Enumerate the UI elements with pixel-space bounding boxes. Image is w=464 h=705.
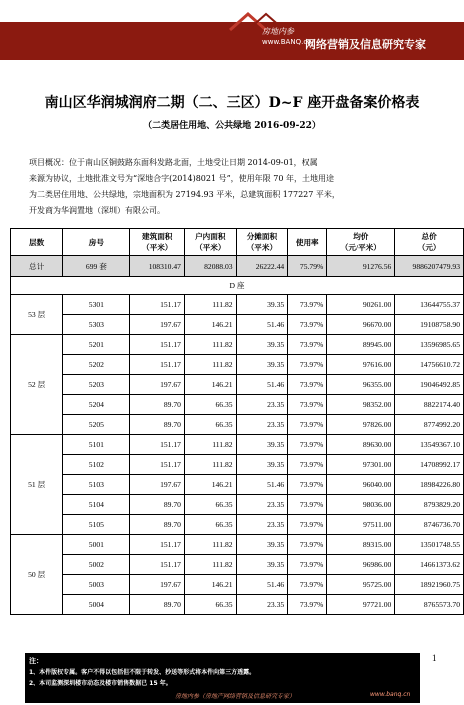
build-area-cell: 89.70 — [130, 415, 185, 435]
unit-price-cell: 97511.00 — [327, 515, 395, 535]
unit-price-cell: 97721.00 — [327, 595, 395, 615]
total-usage: 75.79% — [288, 256, 327, 277]
build-area-cell: 89.70 — [130, 495, 185, 515]
usage-cell: 73.97% — [288, 355, 327, 375]
header-floor: 层数 — [11, 229, 63, 256]
note-label: 注： — [29, 657, 43, 665]
shared-area-cell: 39.35 — [236, 435, 288, 455]
banner-title: 网络营销及信息研究专家 — [305, 38, 426, 51]
total-price-cell: 13549367.10 — [395, 435, 464, 455]
unit-price-cell: 97616.00 — [327, 355, 395, 375]
usage-cell: 73.97% — [288, 375, 327, 395]
table-row — [11, 295, 464, 315]
room-cell: 5001 — [63, 535, 130, 555]
inner-area-cell: 66.35 — [184, 595, 236, 615]
build-area-cell: 151.17 — [130, 355, 185, 375]
shared-area-cell: 39.35 — [236, 535, 288, 555]
price-table — [10, 228, 464, 615]
shared-area-cell: 39.35 — [236, 455, 288, 475]
total-price-cell: 18921960.75 — [395, 575, 464, 595]
build-area-cell: 151.17 — [130, 335, 185, 355]
header-shared-area: 分摊面积 （平米） — [236, 229, 288, 256]
footer-url: www.banq.cn — [370, 691, 411, 698]
room-cell: 5104 — [63, 495, 130, 515]
table-row — [11, 475, 464, 495]
header-unit-price: 均价 （元/平米） — [327, 229, 395, 256]
room-cell: 5004 — [63, 595, 130, 615]
banner-logo-text: 房地内参 — [262, 27, 294, 36]
shared-area-cell: 51.46 — [236, 575, 288, 595]
inner-area-cell: 111.82 — [184, 455, 236, 475]
header-room: 房号 — [63, 229, 130, 256]
inner-area-cell: 66.35 — [184, 495, 236, 515]
room-cell: 5303 — [63, 315, 130, 335]
inner-area-cell: 111.82 — [184, 355, 236, 375]
shared-area-cell: 39.35 — [236, 555, 288, 575]
inner-area-cell: 146.21 — [184, 375, 236, 395]
footer-notes — [25, 653, 420, 703]
shared-area-cell: 23.35 — [236, 595, 288, 615]
total-shared-area: 26222.44 — [236, 256, 288, 277]
room-cell: 5102 — [63, 455, 130, 475]
build-area-cell: 151.17 — [130, 535, 185, 555]
inner-area-cell: 146.21 — [184, 475, 236, 495]
room-cell: 5103 — [63, 475, 130, 495]
floor-cell: 50 层 — [11, 535, 63, 615]
overview-line: 来源为协议，土地批准文号为“深地合字(2014)8021 号”，使用年限 70 年，土地用途 — [29, 174, 334, 183]
shared-area-cell: 23.35 — [236, 495, 288, 515]
table-row — [11, 315, 464, 335]
total-price-cell: 8774992.20 — [395, 415, 464, 435]
unit-price-cell: 97826.00 — [327, 415, 395, 435]
build-area-cell: 151.17 — [130, 295, 185, 315]
room-cell: 5201 — [63, 335, 130, 355]
header-build-area: 建筑面积 （平米） — [130, 229, 185, 256]
overview-line: 开发商为华润置地（深圳）有限公司。 — [29, 206, 165, 215]
inner-area-cell: 111.82 — [184, 555, 236, 575]
room-cell: 5101 — [63, 435, 130, 455]
table-row — [11, 515, 464, 535]
footer-brand: 房地内参（房地产网络营销及信息研究专家） — [175, 693, 296, 700]
usage-cell: 73.97% — [288, 315, 327, 335]
table-row — [11, 415, 464, 435]
table-row — [11, 555, 464, 575]
build-area-cell: 197.67 — [130, 575, 185, 595]
inner-area-cell: 111.82 — [184, 295, 236, 315]
unit-price-cell: 96355.00 — [327, 375, 395, 395]
usage-cell: 73.97% — [288, 395, 327, 415]
total-price-cell: 8746736.70 — [395, 515, 464, 535]
price-table-body — [11, 229, 464, 615]
build-area-cell: 197.67 — [130, 315, 185, 335]
total-price-cell: 18984226.80 — [395, 475, 464, 495]
total-price-cell: 14661373.62 — [395, 555, 464, 575]
banner-url: www.BANQ.cn — [262, 38, 312, 46]
shared-area-cell: 23.35 — [236, 415, 288, 435]
usage-cell: 73.97% — [288, 475, 327, 495]
total-price-cell: 8822174.40 — [395, 395, 464, 415]
floor-cell: 52 层 — [11, 335, 63, 435]
shared-area-cell: 39.35 — [236, 335, 288, 355]
inner-area-cell: 66.35 — [184, 395, 236, 415]
total-price-cell: 13644755.37 — [395, 295, 464, 315]
total-row — [11, 256, 464, 277]
header-inner-area: 户内面积 （平米） — [184, 229, 236, 256]
table-row — [11, 335, 464, 355]
unit-price-cell: 89315.00 — [327, 535, 395, 555]
page-number: 1 — [432, 653, 437, 663]
build-area-cell: 89.70 — [130, 595, 185, 615]
table-row — [11, 535, 464, 555]
room-cell: 5203 — [63, 375, 130, 395]
usage-cell: 73.97% — [288, 415, 327, 435]
section-label: D 座 — [11, 277, 464, 295]
total-price-cell: 13596985.65 — [395, 335, 464, 355]
table-row — [11, 595, 464, 615]
usage-cell: 73.97% — [288, 515, 327, 535]
usage-cell: 73.97% — [288, 535, 327, 555]
header-total-price: 总价 （元） — [395, 229, 464, 256]
room-cell: 5301 — [63, 295, 130, 315]
room-cell: 5002 — [63, 555, 130, 575]
table-row — [11, 355, 464, 375]
floor-cell: 53 层 — [11, 295, 63, 335]
inner-area-cell: 111.82 — [184, 435, 236, 455]
usage-cell: 73.97% — [288, 595, 327, 615]
shared-area-cell: 51.46 — [236, 375, 288, 395]
total-unit-price: 91276.56 — [327, 256, 395, 277]
usage-cell: 73.97% — [288, 575, 327, 595]
total-price-cell: 19046492.85 — [395, 375, 464, 395]
unit-price-cell: 96670.00 — [327, 315, 395, 335]
total-price-cell: 8793829.20 — [395, 495, 464, 515]
unit-price-cell: 89945.00 — [327, 335, 395, 355]
build-area-cell: 197.67 — [130, 375, 185, 395]
total-build-area: 108310.47 — [130, 256, 185, 277]
usage-cell: 73.97% — [288, 555, 327, 575]
note-item: 2、本司监测深圳楼市动态及楼市销售数据已 15 年。 — [29, 680, 172, 687]
build-area-cell: 89.70 — [130, 515, 185, 535]
section-row — [11, 277, 464, 295]
shared-area-cell: 39.35 — [236, 295, 288, 315]
unit-price-cell: 96040.00 — [327, 475, 395, 495]
total-label: 总计 — [11, 256, 63, 277]
total-total-price: 9886207479.93 — [395, 256, 464, 277]
total-price-cell: 19108758.90 — [395, 315, 464, 335]
room-cell: 5204 — [63, 395, 130, 415]
usage-cell: 73.97% — [288, 455, 327, 475]
room-cell: 5202 — [63, 355, 130, 375]
table-row — [11, 575, 464, 595]
usage-cell: 73.97% — [288, 295, 327, 315]
build-area-cell: 197.67 — [130, 475, 185, 495]
inner-area-cell: 146.21 — [184, 575, 236, 595]
shared-area-cell: 39.35 — [236, 355, 288, 375]
build-area-cell: 151.17 — [130, 455, 185, 475]
shared-area-cell: 23.35 — [236, 395, 288, 415]
total-inner-area: 82088.03 — [184, 256, 236, 277]
total-rooms: 699 套 — [63, 256, 130, 277]
table-row — [11, 395, 464, 415]
table-row — [11, 455, 464, 475]
floor-cell: 51 层 — [11, 435, 63, 535]
inner-area-cell: 66.35 — [184, 515, 236, 535]
unit-price-cell: 97301.00 — [327, 455, 395, 475]
build-area-cell: 89.70 — [130, 395, 185, 415]
inner-area-cell: 66.35 — [184, 415, 236, 435]
shared-area-cell: 51.46 — [236, 315, 288, 335]
inner-area-cell: 146.21 — [184, 315, 236, 335]
unit-price-cell: 89630.00 — [327, 435, 395, 455]
table-row — [11, 375, 464, 395]
total-price-cell: 8765573.70 — [395, 595, 464, 615]
room-cell: 5205 — [63, 415, 130, 435]
build-area-cell: 151.17 — [130, 435, 185, 455]
overview-line: 项目概况：位于南山区铜鼓路东面科发路北面，土地受让日期 2014-09-01，权属 — [29, 158, 318, 167]
note-item: 1、本件版权专属。客户不得以包括但不限于转发、抄送等形式将本件向第三方透露。 — [29, 669, 256, 676]
table-row — [11, 435, 464, 455]
unit-price-cell: 95725.00 — [327, 575, 395, 595]
inner-area-cell: 111.82 — [184, 335, 236, 355]
usage-cell: 73.97% — [288, 435, 327, 455]
doc-title: 南山区华润城润府二期（二、三区）D~F 座开盘备案价格表 — [44, 95, 420, 111]
room-cell: 5003 — [63, 575, 130, 595]
room-cell: 5105 — [63, 515, 130, 535]
header-usage: 使用率 — [288, 229, 327, 256]
overview-line: 为二类居住用地、公共绿地，宗地面积为 27194.93 平米，总建筑面积 177227 平米， — [29, 190, 340, 199]
total-price-cell: 13501748.55 — [395, 535, 464, 555]
unit-price-cell: 90261.00 — [327, 295, 395, 315]
unit-price-cell: 98036.00 — [327, 495, 395, 515]
shared-area-cell: 51.46 — [236, 475, 288, 495]
table-row — [11, 495, 464, 515]
shared-area-cell: 23.35 — [236, 515, 288, 535]
build-area-cell: 151.17 — [130, 555, 185, 575]
doc-subtitle: （二类居住用地、公共绿地 2016-09-22） — [143, 121, 321, 131]
inner-area-cell: 111.82 — [184, 535, 236, 555]
unit-price-cell: 98352.00 — [327, 395, 395, 415]
usage-cell: 73.97% — [288, 495, 327, 515]
header-banner — [0, 0, 464, 62]
total-price-cell: 14708992.17 — [395, 455, 464, 475]
usage-cell: 73.97% — [288, 335, 327, 355]
table-header-row — [11, 229, 464, 256]
unit-price-cell: 96986.00 — [327, 555, 395, 575]
total-price-cell: 14756610.72 — [395, 355, 464, 375]
project-overview — [29, 155, 441, 219]
